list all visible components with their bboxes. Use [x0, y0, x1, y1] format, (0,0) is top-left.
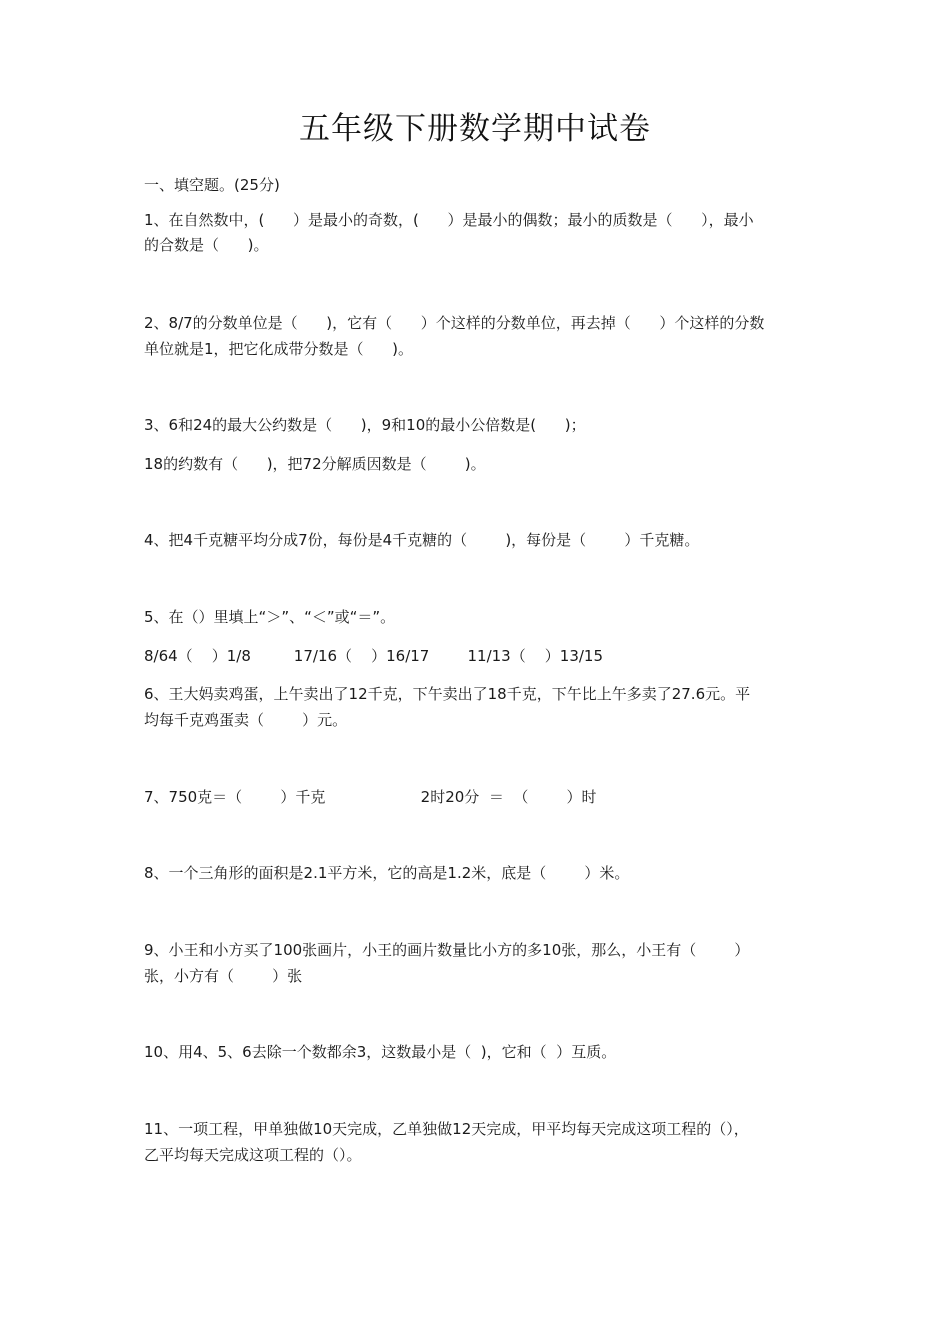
page-title: 五年级下册数学期中试卷	[299, 111, 651, 147]
question-4-line-1: 4、把4千克糖平均分成7份，每份是4千克糖的（ )，每份是（ ）千克糖。	[144, 531, 700, 549]
question-3-line-1: 3、6和24的最大公约数是（ )，9和10的最小公倍数是( )；	[144, 416, 586, 434]
question-3-line-2: 18的约数有（ )，把72分解质因数是（ )。	[144, 455, 486, 473]
question-9-line-1: 9、小王和小方买了100张画片，小王的画片数量比小方的多10张，那么，小王有（ ）	[144, 941, 750, 959]
question-10-line-1: 10、用4、5、6去除一个数都余3，这数最小是（ )，它和（ ）互质。	[144, 1043, 617, 1061]
question-2-line-1: 2、8/7的分数单位是（ )，它有（ ）个这样的分数单位，再去掉（ ）个这样的分数	[144, 314, 765, 332]
question-1-line-2: 的合数是（ )。	[144, 236, 269, 254]
question-1-line-1: 1、在自然数中，( ）是最小的奇数，( ）是最小的偶数；最小的质数是（ ），最小	[144, 211, 754, 229]
question-5-line-2: 8/64（ ）1/8 17/16（ ）16/17 11/13（ ）13/15	[144, 647, 604, 665]
question-9-line-2: 张，小方有（ ）张	[144, 967, 303, 985]
question-11-line-2: 乙平均每天完成这项工程的（）。	[144, 1146, 362, 1164]
question-7-line-1: 7、750克＝（ ）千克 2时20分 ＝ （ ）时	[144, 788, 597, 806]
question-5-line-1: 5、在（）里填上“＞”、“＜”或“＝”。	[144, 608, 396, 626]
question-6-line-1: 6、王大妈卖鸡蛋，上午卖出了12千克，下午卖出了18千克，下午比上午多卖了27.6元。平	[144, 685, 751, 703]
question-11-line-1: 11、一项工程，甲单独做10天完成，乙单独做12天完成，甲平均每天完成这项工程的（），	[144, 1120, 749, 1138]
question-8-line-1: 8、一个三角形的面积是2.1平方米，它的高是1.2米，底是（ ）米。	[144, 864, 630, 882]
question-2-line-2: 单位就是1，把它化成带分数是（ )。	[144, 340, 414, 358]
section-heading: 一、填空题。(25分)	[144, 176, 280, 194]
question-6-line-2: 均每千克鸡蛋卖（ ）元。	[144, 711, 348, 729]
